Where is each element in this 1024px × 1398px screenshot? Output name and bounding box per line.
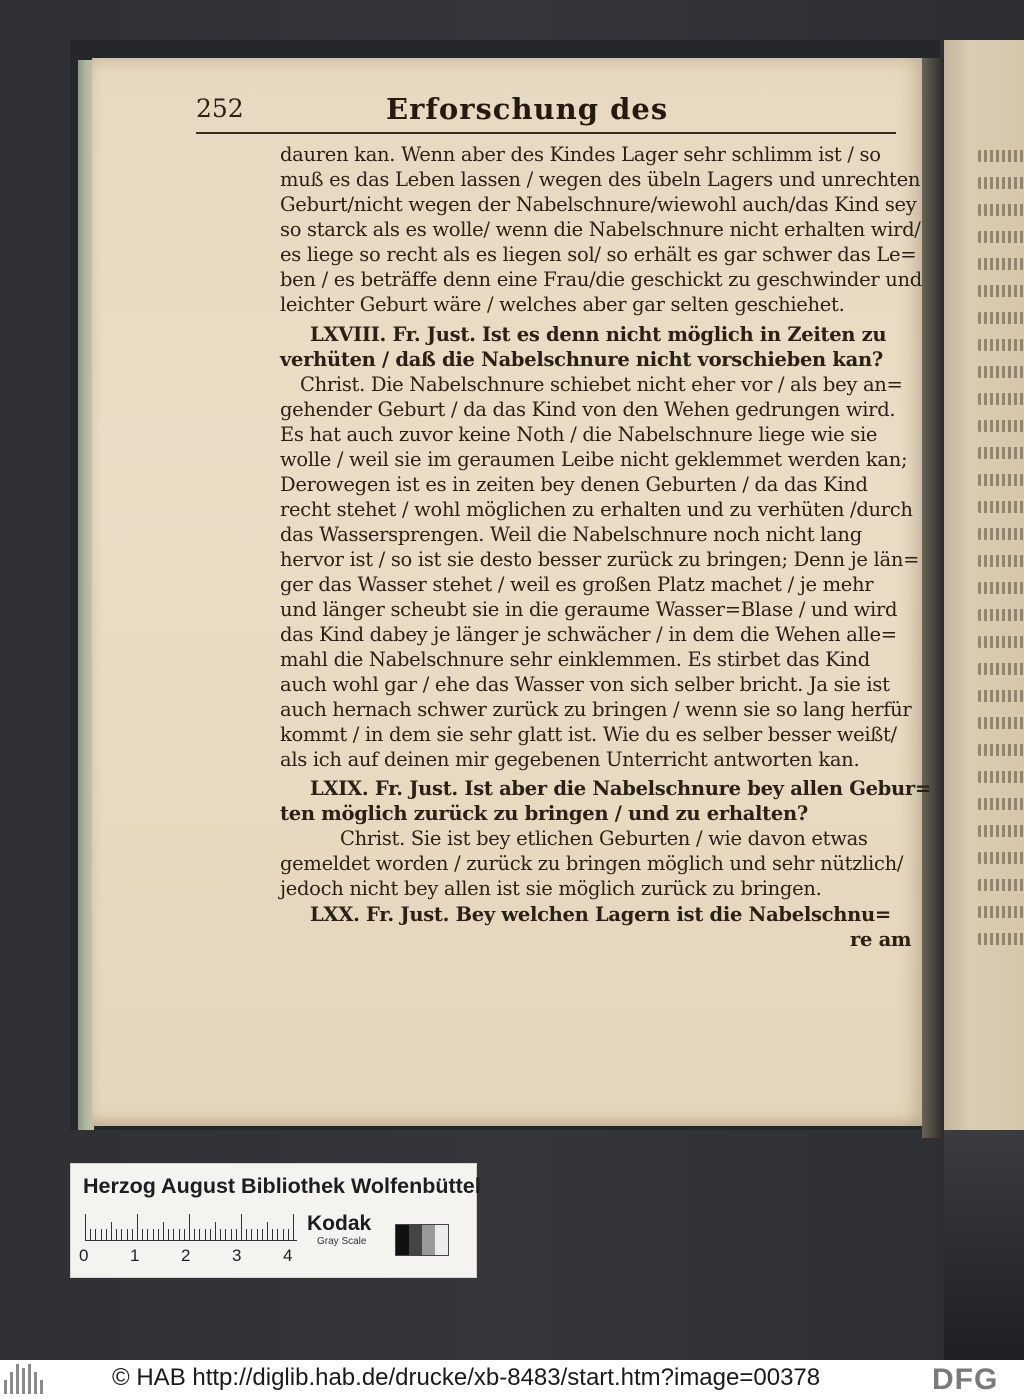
running-head: [196, 94, 896, 134]
ruler-number: 4: [283, 1246, 293, 1265]
ruler-tick: [257, 1229, 258, 1240]
text-line: wolle / weil sie im geraumen Leibe nicht geklemmet werden kan;: [280, 448, 908, 471]
text-line: als ich auf deinen mir gegebenen Unterricht antworten kan.: [280, 748, 860, 771]
text-line: muß es das Leben lassen / wegen des übeln Lagers und unrechten: [280, 168, 921, 191]
facing-page-text: [978, 312, 1024, 324]
facing-page-text: [978, 717, 1024, 729]
ruler-tick: [184, 1229, 185, 1240]
facing-page-text: [978, 177, 1024, 189]
ruler-tick: [111, 1222, 112, 1240]
text-line: das Kind dabey je länger je schwächer / in dem die Wehen alle=: [280, 623, 897, 646]
facing-page-text: [978, 933, 1024, 945]
dfg-logo: DFG: [932, 1363, 999, 1396]
text-line: verhüten / daß die Nabelschnure nicht vorschieben kan?: [280, 348, 883, 371]
ruler-tick: [262, 1229, 263, 1240]
facing-page-text: [978, 744, 1024, 756]
ruler-tick: [283, 1229, 284, 1240]
ruler-tick: [90, 1229, 91, 1240]
footer-bar: [0, 1360, 1024, 1398]
text-line: dauren kan. Wenn aber des Kindes Lager sehr schlimm ist / so: [280, 143, 881, 166]
ruler-tick: [121, 1229, 122, 1240]
text-line: LXVIII. Fr. Just. Ist es denn nicht möglich in Zeiten zu: [310, 323, 887, 346]
library-name: Herzog August Bibliothek Wolfenbüttel: [83, 1174, 481, 1198]
hab-logo-bar: [10, 1372, 13, 1394]
facing-page-text: [978, 420, 1024, 432]
hab-logo-bar: [40, 1380, 43, 1394]
ruler-tick: [116, 1229, 117, 1240]
ruler-tick: [179, 1229, 180, 1240]
facing-page-text: [978, 528, 1024, 540]
ruler-tick: [147, 1229, 148, 1240]
text-line: LXX. Fr. Just. Bey welchen Lagern ist die Nabelschnu=: [310, 903, 891, 926]
facing-page-text: [978, 852, 1024, 864]
hab-logo-bar: [22, 1368, 25, 1394]
facing-page-text: [978, 825, 1024, 837]
swatch-black: [396, 1225, 409, 1255]
ruler-tick: [95, 1229, 96, 1240]
gray-scale-label: Gray Scale: [317, 1236, 367, 1247]
ruler-tick: [137, 1214, 138, 1240]
text-line: es liege so recht als es liegen sol/ so erhält es gar schwer das Le=: [280, 243, 917, 266]
facing-page-text: [978, 393, 1024, 405]
text-line: Derowegen ist es in zeiten bey denen Geburten / da das Kind: [280, 473, 868, 496]
ruler-tick: [106, 1229, 107, 1240]
ruler-tick: [173, 1229, 174, 1240]
text-line: Christ. Die Nabelschnure schiebet nicht eher vor / als bey an=: [300, 373, 903, 396]
color-target-card: [70, 1163, 481, 1278]
facing-page-text: [978, 690, 1024, 702]
ruler-tick: [158, 1229, 159, 1240]
hab-logo-bar: [4, 1380, 7, 1394]
ruler-tick: [210, 1229, 211, 1240]
citation-link[interactable]: © HAB http://diglib.hab.de/drucke/xb-8483/start.htm?image=00378: [112, 1364, 821, 1391]
ruler-tick: [246, 1229, 247, 1240]
ruler-tick: [215, 1222, 216, 1240]
ruler-tick: [142, 1229, 143, 1240]
facing-page-text: [978, 636, 1024, 648]
hab-logo-icon: [4, 1364, 48, 1394]
facing-page-text: [978, 231, 1024, 243]
text-line: so starck als es wolle/ wenn die Nabelschnure nicht erhalten wird/: [280, 218, 921, 241]
hab-logo-bar: [16, 1364, 19, 1394]
facing-page: [944, 40, 1024, 1200]
text-line: jedoch nicht bey allen ist sie möglich zurück zu bringen.: [280, 877, 822, 900]
text-line: ben / es beträffe denn eine Frau/die geschickt zu geschwinder und: [280, 268, 922, 291]
ruler-tick: [293, 1214, 294, 1240]
book-spine-shadow: [944, 1130, 1024, 1360]
ruler-tick: [189, 1214, 190, 1240]
ruler-tick: [288, 1229, 289, 1240]
text-line: gemeldet worden / zurück zu bringen möglich und sehr nützlich/: [280, 852, 904, 875]
text-line: Geburt/nicht wegen der Nabelschnure/wiewohl auch/das Kind sey: [280, 193, 917, 216]
page-number: 252: [196, 94, 244, 123]
facing-page-text: [978, 771, 1024, 783]
text-line: und länger scheubt sie in die geraume Wasser=Blase / und wird: [280, 598, 898, 621]
facing-page-text: [978, 474, 1024, 486]
text-line: ger das Wasser stehet / weil es großen Platz machet / je mehr: [280, 573, 874, 596]
ruler-tick: [194, 1229, 195, 1240]
ruler-tick: [272, 1229, 273, 1240]
facing-page-text: [978, 258, 1024, 270]
ruler-tick: [205, 1229, 206, 1240]
text-line: recht stehet / wohl möglichen zu erhalten und zu verhüten /durch: [280, 498, 913, 521]
text-line: mahl die Nabelschnure sehr einklemmen. Es stirbet das Kind: [280, 648, 870, 671]
hab-logo-bar: [34, 1372, 37, 1394]
text-line: ten möglich zurück zu bringen / und zu erhalten?: [280, 802, 808, 825]
text-line: Es hat auch zuvor keine Noth / die Nabelschnure liege wie sie: [280, 423, 878, 446]
facing-page-text: [978, 609, 1024, 621]
ruler-tick: [85, 1214, 86, 1240]
ruler-tick: [241, 1214, 242, 1240]
swatch-mid: [422, 1225, 435, 1255]
ruler-tick: [251, 1229, 252, 1240]
facing-page-text: [978, 879, 1024, 891]
text-line: gehender Geburt / da das Kind von den Wehen gedrungen wird.: [280, 398, 896, 421]
text-line: auch wohl gar / ehe das Wasser von sich selber bricht. Ja sie ist: [280, 673, 890, 696]
facing-page-text: [978, 663, 1024, 675]
ruler-number: 0: [79, 1246, 89, 1265]
text-line: hervor ist / so ist sie desto besser zurück zu bringen; Denn je län=: [280, 548, 920, 571]
ruler-tick: [163, 1222, 164, 1240]
facing-page-text: [978, 798, 1024, 810]
text-line: kommt / in dem sie sehr glatt ist. Wie du es selber besser weißt/: [280, 723, 897, 746]
ruler-tick: [277, 1229, 278, 1240]
facing-page-text: [978, 285, 1024, 297]
facing-page-text: [978, 906, 1024, 918]
ruler-tick: [132, 1229, 133, 1240]
gray-swatches: [395, 1224, 449, 1256]
facing-page-text: [978, 150, 1024, 162]
scale-ruler: [85, 1212, 297, 1241]
ruler-tick: [267, 1222, 268, 1240]
text-line: das Wassersprengen. Weil die Nabelschnure noch nicht lang: [280, 523, 862, 546]
facing-page-text: [978, 555, 1024, 567]
facing-page-text: [978, 339, 1024, 351]
text-line: Christ. Sie ist bey etlichen Geburten / wie davon etwas: [340, 827, 868, 850]
swatch-light: [435, 1225, 448, 1255]
head-rule: [196, 132, 896, 134]
ruler-number: 3: [232, 1246, 242, 1265]
ruler-numbers: [79, 1246, 309, 1268]
ruler-tick: [225, 1229, 226, 1240]
facing-page-text: [978, 447, 1024, 459]
ruler-tick: [199, 1229, 200, 1240]
ruler-number: 1: [130, 1246, 140, 1265]
facing-page-text: [978, 582, 1024, 594]
swatch-dark: [409, 1225, 422, 1255]
kodak-logo: Kodak: [307, 1212, 372, 1235]
ruler-number: 2: [181, 1246, 191, 1265]
ruler-tick: [220, 1229, 221, 1240]
facing-page-text: [978, 204, 1024, 216]
page-gutter: [922, 58, 944, 1138]
ruler-tick: [101, 1229, 102, 1240]
running-head-title: Erforschung des: [386, 92, 669, 126]
text-line: leichter Geburt wäre / welches aber gar selten geschiehet.: [280, 293, 845, 316]
ruler-tick: [168, 1229, 169, 1240]
ruler-tick: [231, 1229, 232, 1240]
hab-logo-bar: [28, 1364, 31, 1394]
ruler-tick: [236, 1229, 237, 1240]
ruler-tick: [127, 1229, 128, 1240]
facing-page-text: [978, 366, 1024, 378]
facing-page-text: [978, 501, 1024, 513]
text-line: auch hernach schwer zurück zu bringen / wenn sie so lang herfür: [280, 698, 912, 721]
ruler-tick: [153, 1229, 154, 1240]
text-line: LXIX. Fr. Just. Ist aber die Nabelschnure bey allen Gebur=: [310, 777, 931, 800]
text-line: re am: [850, 928, 912, 951]
